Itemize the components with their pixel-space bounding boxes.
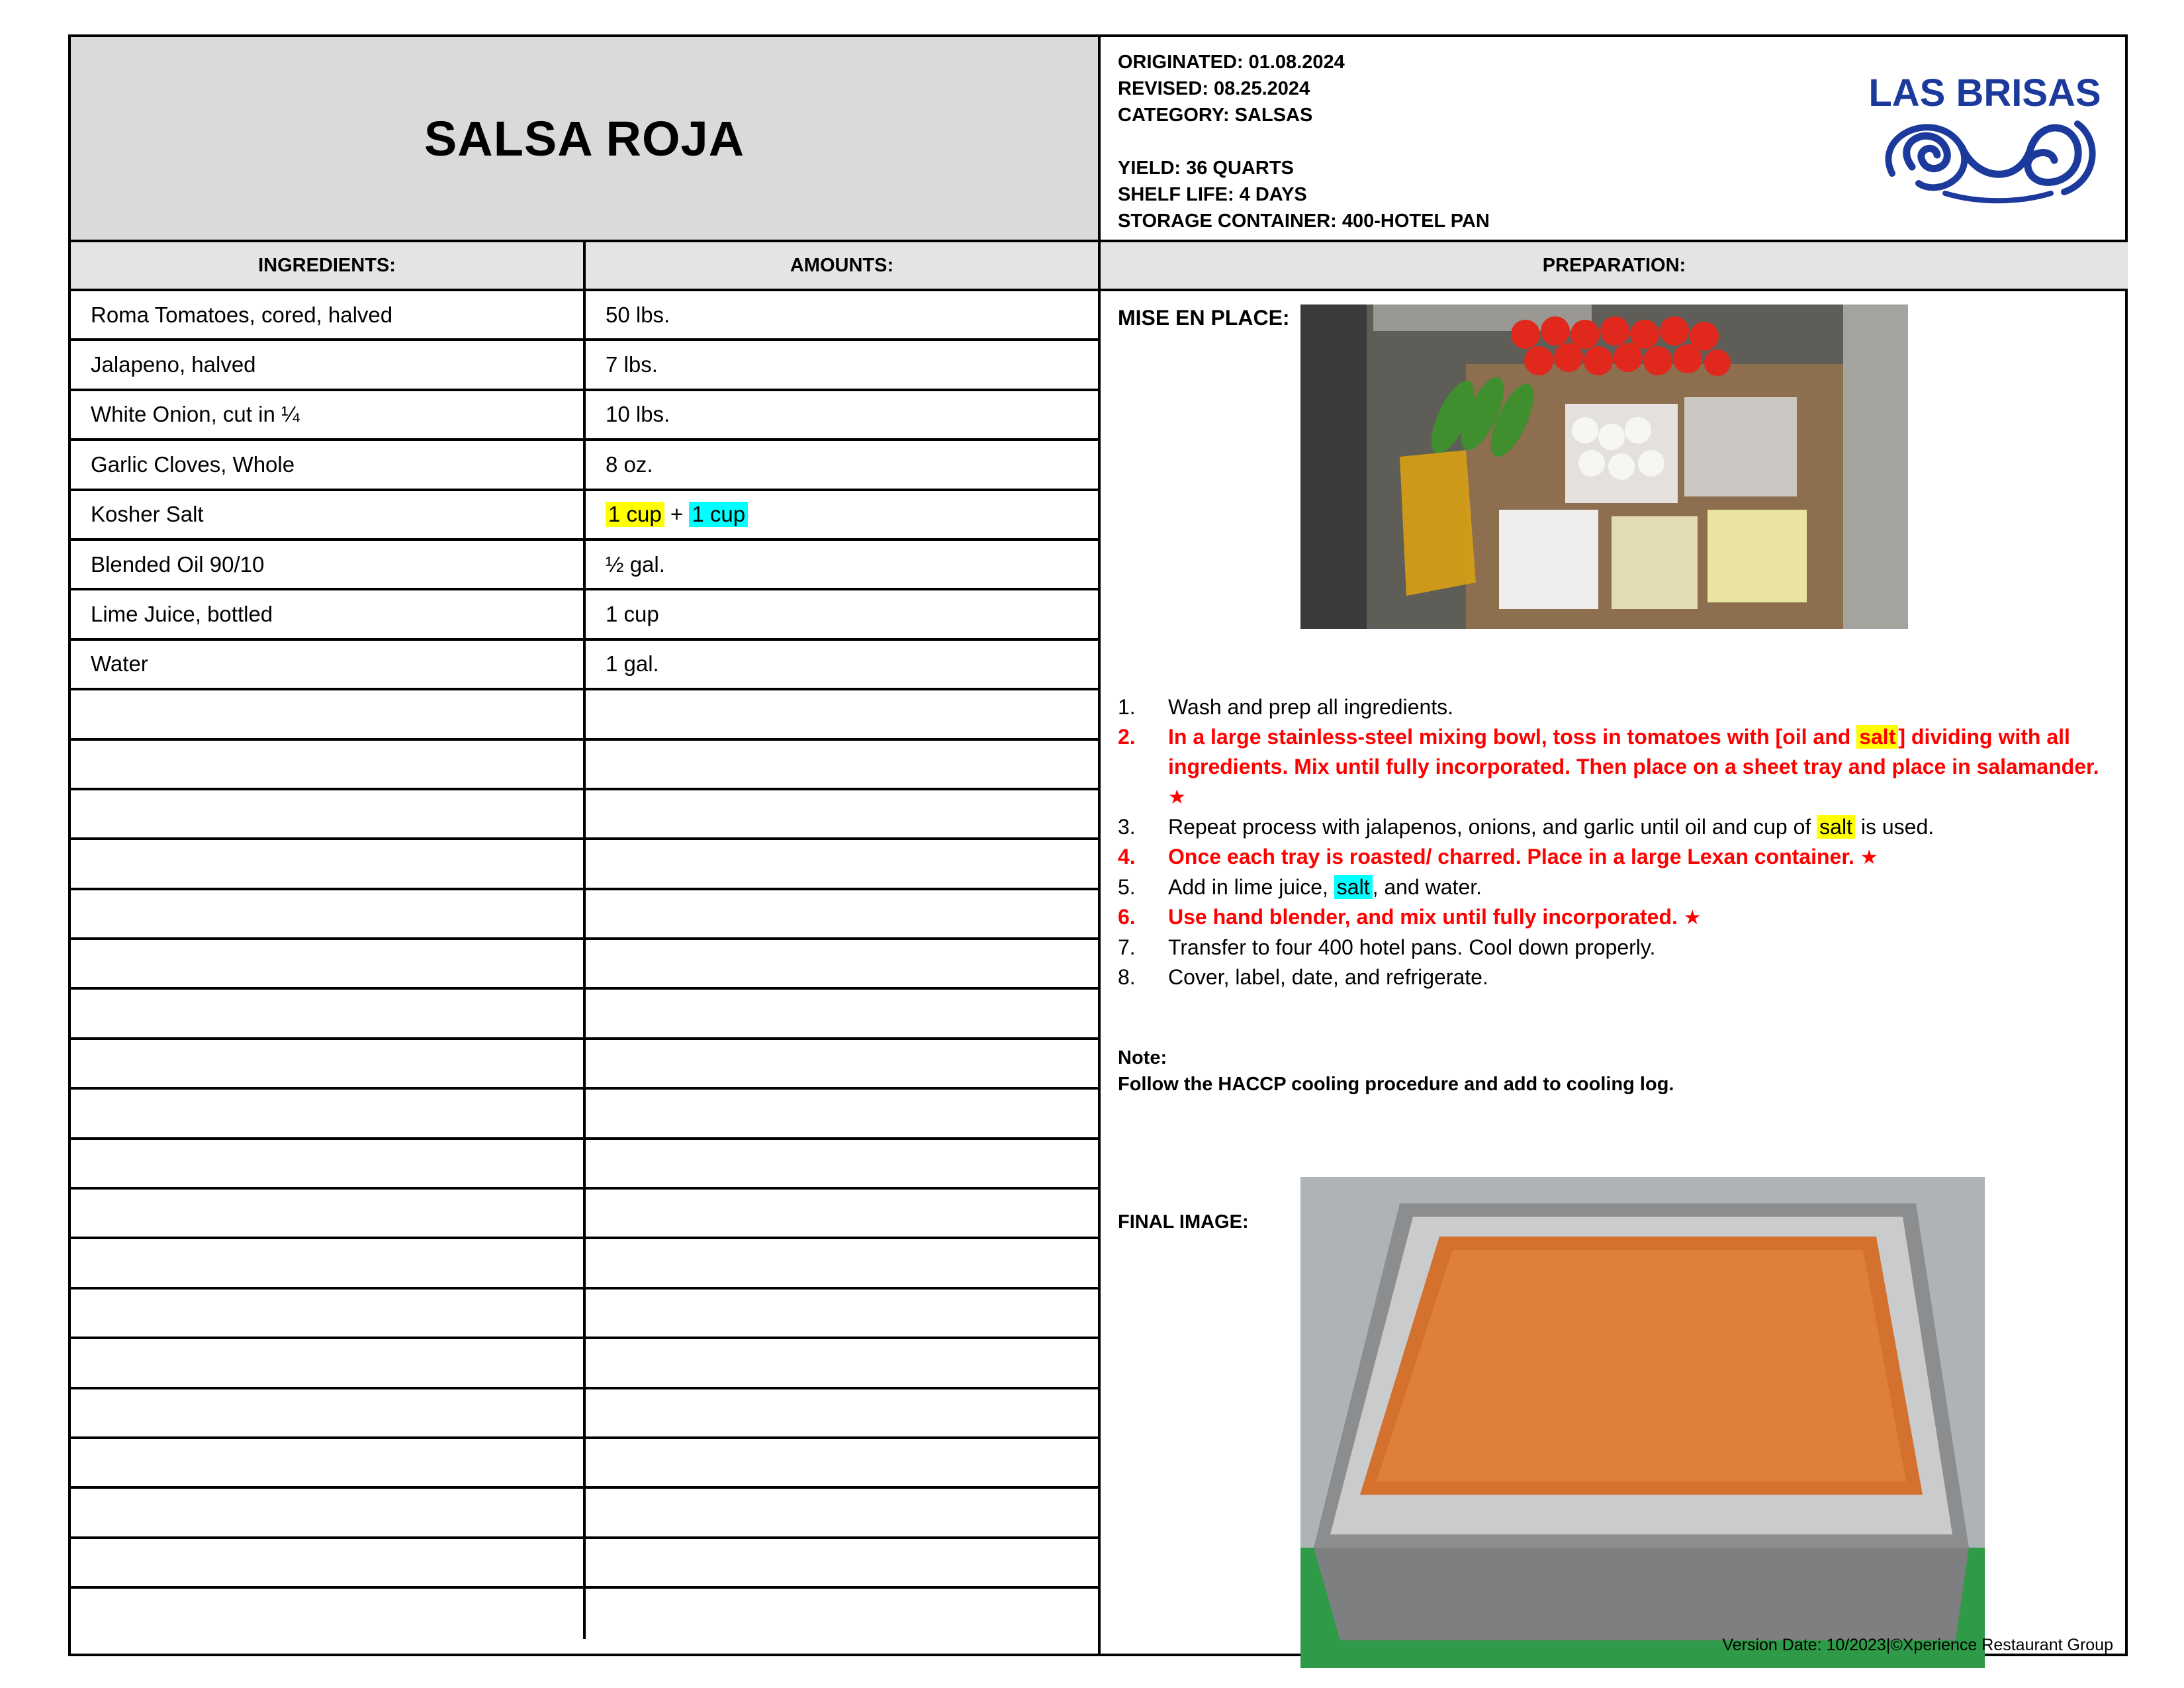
ingredient-name: Lime Juice, bottled	[71, 590, 586, 637]
storage-container: STORAGE CONTAINER: 400-HOTEL PAN	[1118, 211, 1490, 232]
plus-sign: +	[670, 502, 684, 527]
ingredient-amount: 1 gal.	[606, 651, 659, 677]
step-item: 5. Add in lime juice, salt , and water.	[1118, 875, 1482, 899]
mise-en-place-photo	[1300, 305, 1908, 629]
ingredient-name: Roma Tomatoes, cored, halved	[71, 291, 586, 338]
step-item: 8. Cover, label, date, and refrigerate.	[1118, 965, 1488, 989]
revised-date: REVISED: 08.25.2024	[1118, 78, 1310, 99]
empty-row	[71, 1589, 1098, 1638]
empty-row	[71, 1190, 1098, 1239]
table-row	[71, 291, 1098, 341]
ingredient-amount: 10 lbs.	[606, 402, 670, 427]
critical-step-item: 4. Once each tray is roasted/ charred. Place in a large Lexan container. ★	[1118, 845, 1878, 869]
svg-text:LAS BRISAS: LAS BRISAS	[1868, 71, 2101, 115]
empty-row	[71, 1040, 1098, 1090]
shelf-life: SHELF LIFE: 4 DAYS	[1118, 184, 1307, 205]
empty-row	[71, 1389, 1098, 1439]
originated-date: ORIGINATED: 01.08.2024	[1118, 52, 1345, 73]
note-label: Note:	[1118, 1047, 1167, 1068]
empty-row	[71, 940, 1098, 990]
final-image-label: FINAL IMAGE:	[1118, 1211, 1249, 1233]
recipe-info	[1101, 37, 2128, 242]
preparation-steps	[1118, 692, 2117, 992]
las-brisas-logo	[1866, 68, 2104, 207]
ingredient-amount	[586, 491, 1098, 538]
critical-star-icon: ★	[1860, 846, 1878, 869]
ingredients-table	[71, 291, 1101, 1656]
amounts-header: AMOUNTS:	[586, 242, 1101, 291]
recipe-title: SALSA ROJA	[424, 111, 745, 166]
empty-row	[71, 690, 1098, 740]
ingredient-name: Garlic Cloves, Whole	[71, 441, 586, 488]
preparation-header: PREPARATION:	[1101, 242, 2128, 291]
empty-row	[71, 1339, 1098, 1389]
empty-row	[71, 1489, 1098, 1538]
ingredient-name: Jalapeno, halved	[71, 341, 586, 388]
ingredients-header: INGREDIENTS:	[71, 242, 586, 291]
empty-row	[71, 890, 1098, 940]
critical-star-icon: ★	[1683, 906, 1702, 929]
table-row	[71, 391, 1098, 441]
table-row	[71, 641, 1098, 690]
ingredient-name: Kosher Salt	[71, 491, 586, 538]
ingredient-name: Water	[71, 641, 586, 688]
preparation-section	[1101, 291, 2128, 1656]
ingredient-amount: 8 oz.	[606, 451, 653, 477]
yield: YIELD: 36 QUARTS	[1118, 158, 1294, 179]
salt-amount-first: 1 cup	[606, 502, 664, 527]
table-row	[71, 491, 1098, 541]
empty-row	[71, 1090, 1098, 1139]
empty-row	[71, 790, 1098, 840]
salt-highlight: salt	[1817, 815, 1855, 839]
table-row	[71, 341, 1098, 391]
step-item: 1. Wash and prep all ingredients.	[1118, 695, 1454, 719]
critical-star-icon: ★	[1168, 786, 1186, 809]
final-image-photo	[1300, 1177, 1985, 1668]
category: CATEGORY: SALSAS	[1118, 105, 1313, 126]
ingredient-name: Blended Oil 90/10	[71, 541, 586, 588]
title-cell	[71, 37, 1101, 242]
salt-highlight: salt	[1856, 725, 1898, 749]
recipe-sheet	[68, 34, 2128, 1656]
empty-row	[71, 840, 1098, 890]
empty-row	[71, 741, 1098, 790]
critical-step-item: 6. Use hand blender, and mix until fully incorporated. ★	[1118, 905, 1702, 929]
salt-highlight-cyan: salt	[1334, 875, 1373, 899]
critical-step-item: 2. In a large stainless-steel mixing bowl, toss in tomatoes with [oil and salt ] dividing with all ingredients. Mix until fully incorporated. Then place on a sheet tray and place in salamander. ★	[1118, 725, 2099, 809]
empty-row	[71, 990, 1098, 1039]
ingredient-amount: 1 cup	[606, 602, 659, 627]
empty-row	[71, 1539, 1098, 1589]
ingredient-name: White Onion, cut in ¼	[71, 391, 586, 438]
empty-row	[71, 1140, 1098, 1190]
table-row	[71, 441, 1098, 491]
empty-row	[71, 1439, 1098, 1489]
table-row	[71, 541, 1098, 590]
step-item: 3. Repeat process with jalapenos, onions, and garlic until oil and cup of salt is used.	[1118, 815, 1934, 839]
salt-amount-second: 1 cup	[689, 502, 748, 527]
note-text: Follow the HACCP cooling procedure and add to cooling log.	[1118, 1074, 1674, 1095]
ingredient-amount: 7 lbs.	[606, 352, 658, 377]
version-footer: Version Date: 10/2023|©Xperience Restaurant Group	[1722, 1636, 2113, 1654]
ingredient-amount: ½ gal.	[606, 551, 665, 577]
ingredient-amount: 50 lbs.	[606, 302, 670, 327]
empty-row	[71, 1239, 1098, 1289]
step-item: 7. Transfer to four 400 hotel pans. Cool down properly.	[1118, 935, 1656, 959]
table-row	[71, 590, 1098, 640]
empty-row	[71, 1289, 1098, 1339]
mise-en-place-label: MISE EN PLACE:	[1118, 306, 1290, 330]
